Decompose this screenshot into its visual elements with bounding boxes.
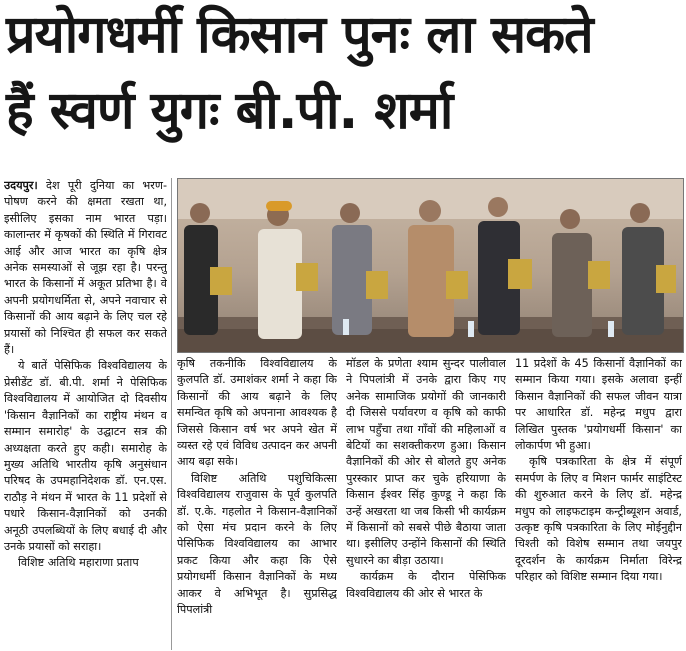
dateline: उदयपुर। [4,179,38,192]
column-divider [171,178,172,650]
article-column-4 [515,356,682,650]
column-1-paragraph-3: विशिष्ट अतिथि महाराणा प्रताप [18,556,139,570]
column-2-paragraph-1: कृषि तकनीकि विश्वविद्यालय के कुलपति डॉ. उमाशंकर शर्मा ने कहा कि किसानों की आय बढ़ाने के लिए समन्वित कृषि को अपनाना आवश्यक है जिससे किसान वर्ष भर अपने खेत में व्यस्त रहे एवं विविध उत्पादन कर अपनी आय बढ़ा सके। [177,357,337,469]
column-2-paragraph-2: विशिष्ट अतिथि पशुचिकित्सा विश्वविद्यालय राजुवास के पूर्व कुलपति डॉ. ए.के. गहलोत ने किसान-वैज्ञानिकों को ऐसा मंच प्रदान करने के लिए पेसिफिक विश्वविद्यालय का आभार प्रकट किया और कहा कि ऐसे प्रयोगधर्मी किसान वैज्ञानिकों के मध्य आकर वे अभिभूत है। सुप्रसिद्ध पिपलांत्री [177,471,337,617]
headline-line-1: प्रयोगधर्मी किसान पुनः ला सकते [6,5,593,65]
headline-line-2: हैं स्वर्ण युगः बी.पी. शर्मा [6,81,453,141]
column-1-lead-text: देश पूरी दुनिया का भरण-पोषण करने की क्षमता रखता था, इसीलिए इसका नाम भारत पड़ा। कालान्तर में कृषकों की स्थिति में गिरावट आई और आज भारत का कृषि क्षेत्र अनेक समस्याओं से जूझ रहा है। परन्तु भारत के किसानों में अकूत प्रतिभा है। वे अपनी प्रयोगधर्मिता से, अपने नवाचार से किसानों की आय बढ़ाने के लिए चल रहे प्रयासों को निश्चित ही सफल कर सकते हैं। [4,179,167,357]
article-column-2 [177,356,337,650]
column-1-paragraph-1 [4,178,167,358]
column-1-paragraph-2: ये बातें पेसिफिक विश्वविद्यालय के प्रेसीडेंट डॉ. बी.पी. शर्मा ने पेसिफिक विश्वविद्यालय में आयोजित दो दिवसीय 'किसान वैज्ञानिकों का राष्ट्रीय मंथन व सम्मान समारोह' के उद्घाटन सत्र की अध्यक्षता करते हुए कही। समारोह के मुख्य अतिथि भारतीय कृषि अनुसंधान परिषद के उपमहानिदेशक डॉ. एन.एस. राठौड़ ने मंथन में भारत के 11 प्रदेशों से पधारे किसान-वैज्ञानिकों को उनकी अनूठी उपलब्धियों के लिए बधाई दी और उनके प्रयासों को सराहा। [4,359,167,553]
article-column-1 [4,178,167,650]
column-3-paragraph-1: मॉडल के प्रणेता श्याम सुन्दर पालीवाल ने पिपलांत्री में उनके द्वारा किए गए अनेक सामाजिक प्रयोगों की जानकारी दी जिससे पर्यावरण व कृषि को काफी लाभ पहुँचा तथा गाँवों की महिलाओं व बेटियों का सशक्तीकरण हुआ। किसान वैज्ञानिकों की ओर से बोलते हुए अनेक पुरस्कार प्राप्त कर चुके हरियाणा के किसान ईश्वर सिंह कुण्डू ने कहा कि उन्हें अखरता था जब किसी भी कार्यक्रम में किसानों को सबसे पीछे बैठाया जाता था। इसीलिए उन्होंने किसानों की स्थिति सुधारने का बीड़ा उठाया। [346,357,506,567]
column-4-paragraph-1: 11 प्रदेशों के 45 किसानों वैज्ञानिकों का सम्मान किया गया। इसके अलावा इन्हीं किसान वैज्ञानिकों की सफल जीवन यात्रा पर आधारित डॉ. महेन्द्र मधुप द्वारा लिखित पुस्तक 'प्रयोगधर्मी किसान' का लोकार्पण भी हुआ। [515,357,682,453]
column-4-paragraph-2: कृषि पत्रकारिता के क्षेत्र में संपूर्ण समर्पण के लिए व मिशन फार्मर साइंटिस्ट की शुरुआत करने के लिए डॉ. महेन्द्र मधुप को लाइफटाइम कन्ट्रीब्यूशन अवार्ड, उत्कृष्ट कृषि पत्रकारिता के लिए मोईनुद्दीन चिश्ती को विशेष सम्मान तथा जयपुर दूरदर्शन के कार्यक्रम निर्माता विरेन्द्र परिहार को विशिष्ट सम्मान दिया गया। [515,455,682,584]
column-3-paragraph-2: कार्यक्रम के दौरान पेसिफिक विश्वविद्यालय की ओर से भारत के [346,570,506,600]
article-column-3 [346,356,506,650]
newspaper-photo-icon [178,179,683,352]
event-photo [177,178,684,353]
